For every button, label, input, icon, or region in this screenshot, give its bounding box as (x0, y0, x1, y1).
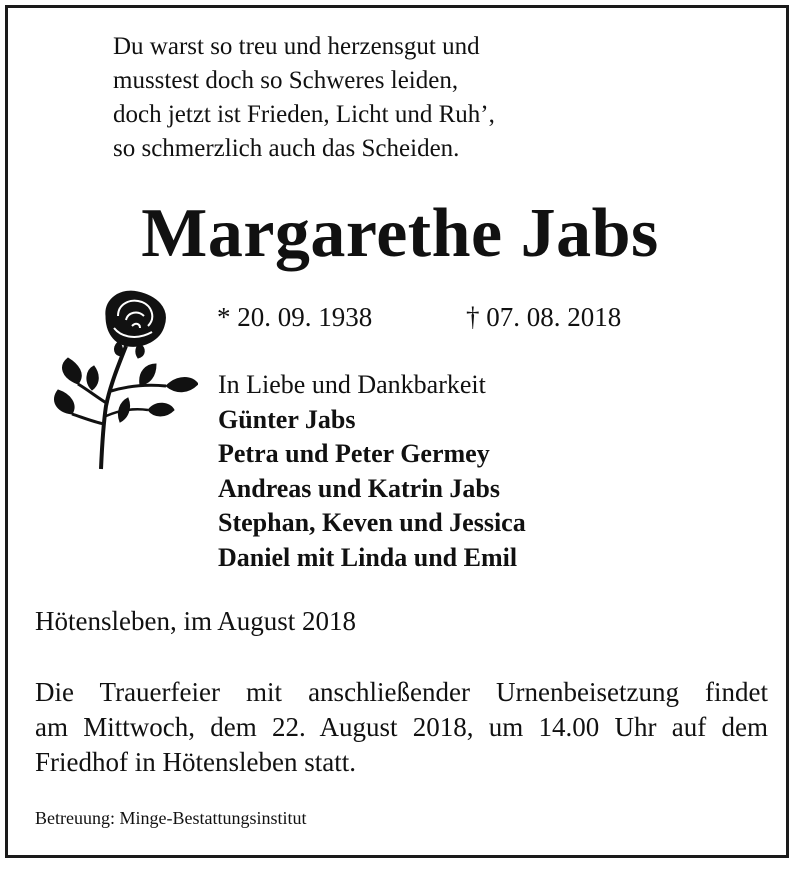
mourner-name: Andreas und Katrin Jabs (218, 473, 500, 503)
mourners-intro: In Liebe und Dankbarkeit (218, 370, 486, 399)
mourner-name: Stephan, Keven und Jessica (218, 508, 526, 537)
funeral-notice (35, 675, 768, 780)
mourner-name: Günter Jabs (218, 404, 356, 434)
place-and-date: Hötensleben, im August 2018 (35, 606, 356, 636)
notice-line: Die Trauerfeier mit anschließender Urnenbeisetzung findet (35, 677, 768, 707)
poem-line: musstest doch so Schweres leiden, (113, 67, 459, 94)
mourners-block (218, 368, 526, 575)
deceased-name: Margarethe Jabs (141, 195, 659, 272)
birth-date: * 20. 09. 1938 (217, 302, 373, 332)
notice-line: am Mittwoch, dem 22. August 2018, um 14.00 Uhr auf dem (35, 712, 768, 742)
death-date: † 07. 08. 2018 (466, 302, 622, 332)
notice-line: Friedhof in Hötensleben statt. (35, 747, 356, 777)
mourner-name: Daniel mit Linda und Emil (218, 542, 518, 572)
poem-line: so schmerzlich auch das Scheiden. (113, 135, 460, 162)
poem-line: doch jetzt ist Frieden, Licht und Ruh’, (113, 101, 495, 128)
memorial-poem (113, 30, 495, 166)
mourner-name: Petra und Peter Germey (218, 439, 490, 468)
poem-line: Du warst so treu und herzensgut und (113, 33, 480, 60)
funeral-home-credit: Betreuung: Minge-Bestattungsinstitut (35, 808, 307, 828)
rose-icon (48, 286, 198, 476)
